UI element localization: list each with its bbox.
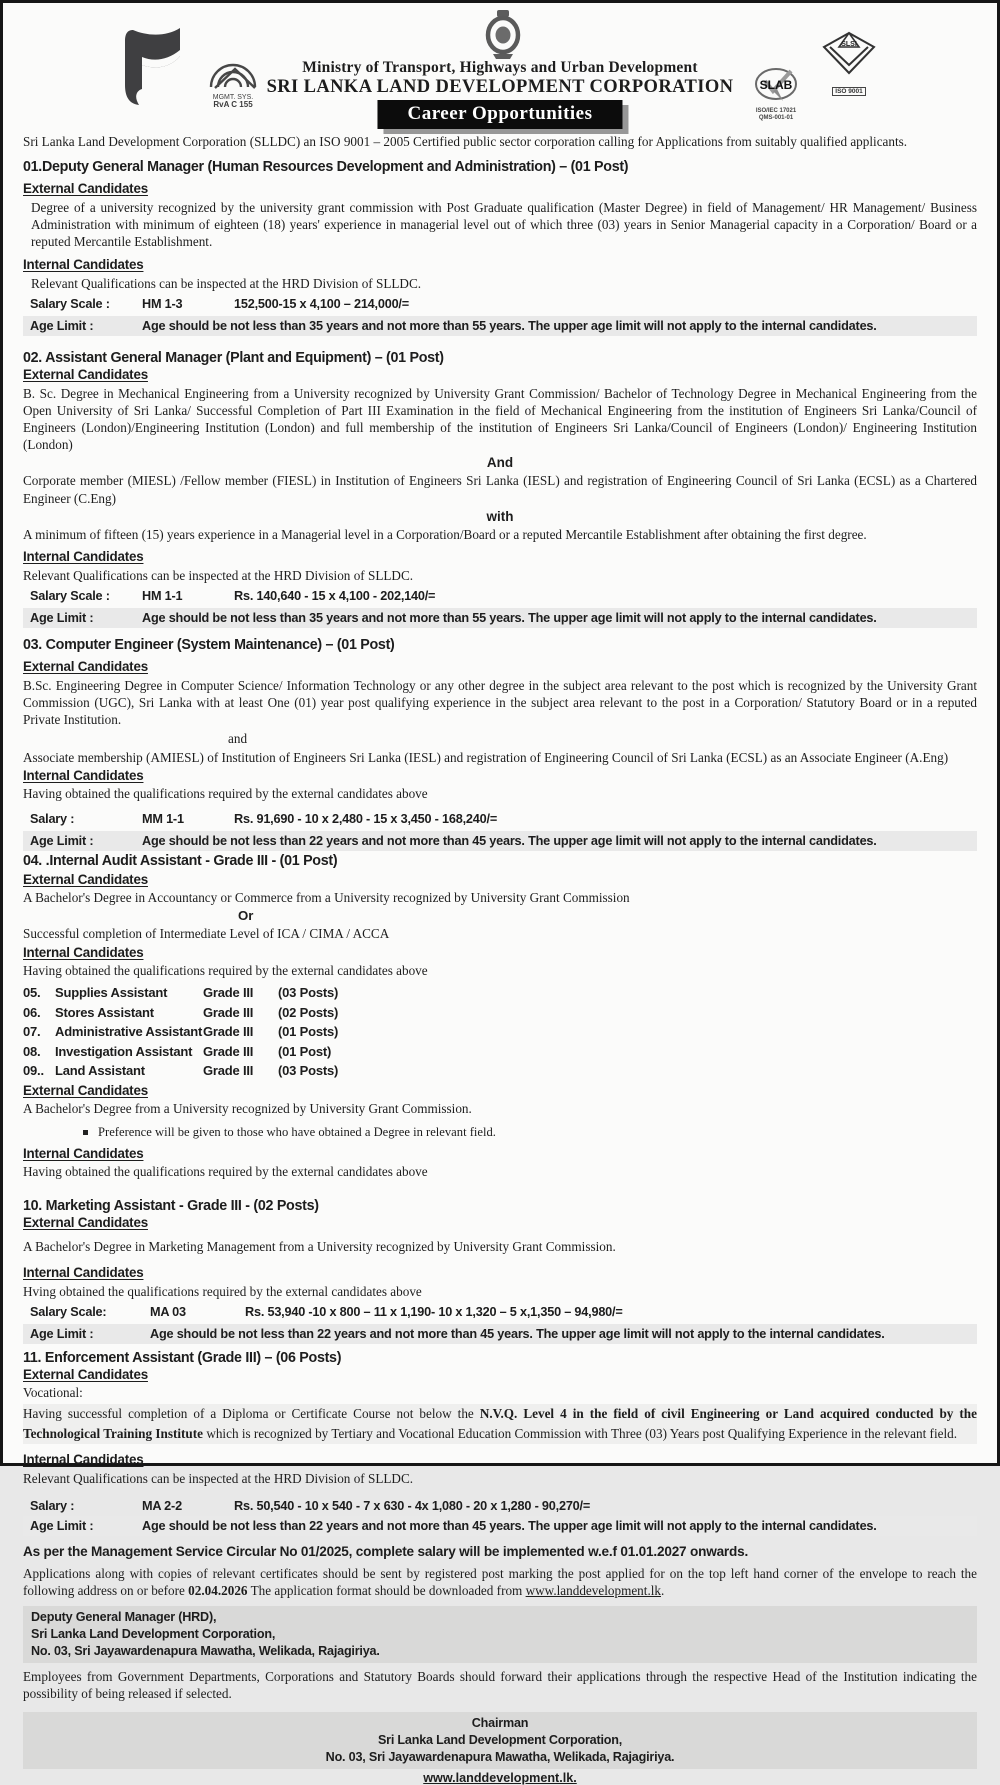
post-grade: Grade III — [203, 1024, 254, 1040]
post-count: (03 Posts) — [278, 1063, 339, 1079]
intro-paragraph: Sri Lanka Land Development Corporation (SLLDC) an ISO 9001 – 2005 Certified public sector corporation calling for Applications from suitably qualified applicants. — [23, 134, 908, 149]
post-03-age-limit-row — [23, 831, 977, 851]
internal-candidates-heading: Internal Candidates — [23, 767, 144, 783]
posts-05-09-internal-qualifications: Having obtained the qualifications required by the external candidates above — [23, 1163, 428, 1179]
table-row — [23, 1042, 977, 1062]
preference-note — [83, 1125, 977, 1140]
salary-code: MA 2-2 — [142, 1498, 182, 1513]
ministry-title: Ministry of Transport, Highways and Urban Development — [302, 59, 698, 76]
with-connector: with — [486, 508, 514, 524]
square-bullet-icon — [83, 1130, 88, 1135]
salary-label: Salary : — [30, 811, 75, 826]
external-candidates-heading: External Candidates — [23, 1215, 148, 1231]
chairman-title: Chairman — [471, 1716, 529, 1731]
slsi-iso-icon — [821, 31, 877, 98]
post-title: Supplies Assistant — [55, 985, 168, 1001]
post-02-heading: 02. Assistant General Manager (Plant and Equipment) – (01 Post) — [23, 349, 444, 366]
or-connector: Or — [238, 907, 254, 923]
internal-candidates-heading: Internal Candidates — [23, 1265, 144, 1281]
salary-value: Rs. 50,540 - 10 x 540 - 7 x 630 - 4x 1,080 - 20 x 1,280 - 90,270/= — [234, 1498, 591, 1513]
postal-address-block — [23, 1606, 977, 1663]
salary-scale-label: Salary Scale : — [30, 296, 110, 311]
salary-label: Salary : — [30, 1498, 75, 1513]
website-link[interactable]: www.landdevelopment.lk. — [423, 1771, 577, 1785]
closing-date: 02.04.2026 — [188, 1582, 248, 1598]
salary-circular-note: As per the Management Service Circular No 01/2025, complete salary will be implemented w.e.f 01.01.2027 onwards. — [23, 1543, 749, 1559]
internal-candidates-heading: Internal Candidates — [23, 1145, 144, 1161]
post-11-internal-qualifications: Relevant Qualifications can be inspected at the HRD Division of SLLDC. — [23, 1471, 414, 1487]
age-limit-label: Age Limit : — [30, 318, 94, 333]
post-11-heading: 11. Enforcement Assistant (Grade III) – (06 Posts) — [23, 1350, 342, 1367]
rva-caption-line1: MGMT. SYS. — [212, 94, 254, 101]
salary-scale-label: Salary Scale: — [30, 1305, 107, 1320]
posts-05-09-external-qualifications: A Bachelor's Degree from a University recognized by University Grant Commission. — [23, 1100, 472, 1116]
chairman-address-block — [23, 1712, 977, 1769]
government-employees-note: Employees from Government Departments, Corporations and Statutory Boards should forward their applications through the respective Head of the Institution indicating the possibility of being released if selected. — [23, 1668, 977, 1702]
salary-scale-code: HM 1-1 — [142, 589, 183, 604]
career-opportunities-banner: Career Opportunities — [377, 100, 622, 129]
salary-scale-value: Rs. 53,940 -10 x 800 – 11 x 1,190- 10 x 1,320 – 5 x,1,350 – 94,980/= — [245, 1305, 623, 1320]
external-candidates-heading: External Candidates — [23, 366, 148, 382]
post-02-external-qualifications-2: Corporate member (MIESL) /Fellow member (FIESL) in Institution of Engineers Sri Lanka (IESL) and registration of Engineering Council of Sri Lanka (ECSL) as a Chartered Engineer (C.Eng) — [23, 473, 977, 506]
address-line: Deputy General Manager (HRD), — [31, 1609, 217, 1624]
address-line: No. 03, Sri Jayawardenapura Mawatha, Welikada, Rajagiriya. — [325, 1750, 675, 1765]
qualification-text: Having successful completion of a Diploma or Certificate Course not below the — [23, 1405, 480, 1421]
table-row — [23, 1022, 977, 1042]
post-grade: Grade III — [203, 1043, 254, 1059]
post-01-internal-qualifications: Relevant Qualifications can be inspected at the HRD Division of SLLDC. — [31, 275, 422, 291]
post-03-heading: 03. Computer Engineer (System Maintenance) – (01 Post) — [23, 637, 395, 654]
post-10-external-qualifications: A Bachelor's Degree in Marketing Management from a University recognized by University Grant Commission. — [23, 1239, 616, 1255]
slab-accreditation-icon — [749, 67, 803, 122]
post-count: (02 Posts) — [278, 1004, 339, 1020]
post-01-external-qualifications: Degree of a university recognized by the university grant commission with Post Graduate qualification (Master Degree) in field of Management/ HR Management/ Business Administration with minimum of eighteen (18) years' experience in managerial level out of which three (03) years in Senior Managerial capacity in a Corporation/ Board or a reputed Mercantile Establishment. — [31, 200, 977, 250]
age-limit-label: Age Limit : — [30, 1327, 94, 1342]
external-candidates-heading: External Candidates — [23, 871, 148, 887]
table-row — [23, 983, 977, 1003]
and-connector: And — [486, 455, 514, 471]
post-count: (01 Post) — [278, 1043, 332, 1059]
slab-caption-line2: QMS-001-01 — [758, 115, 794, 122]
post-count: (03 Posts) — [278, 985, 339, 1001]
salary-scale-value: 152,500-15 x 4,100 – 214,000/= — [234, 296, 409, 311]
external-candidates-heading: External Candidates — [23, 181, 148, 197]
website-link[interactable]: www.landdevelopment.lk — [525, 1582, 661, 1598]
post-10-internal-qualifications: Hving obtained the qualifications required by the external candidates above — [23, 1284, 422, 1300]
and-connector: and — [228, 730, 248, 746]
salary-scale-label: Salary Scale : — [30, 589, 110, 604]
salary-scale-value: Rs. 140,640 - 15 x 4,100 - 202,140/= — [234, 589, 436, 604]
post-number: 05. — [23, 985, 41, 1001]
post-number: 08. — [23, 1043, 41, 1059]
sri-lanka-emblem-icon — [480, 9, 526, 64]
post-number: 06. — [23, 1004, 41, 1020]
application-instructions — [23, 1565, 977, 1599]
post-02-age-limit-row — [23, 608, 977, 628]
post-03-internal-qualifications: Having obtained the qualifications required by the external candidates above — [23, 785, 428, 801]
salary-code: MM 1-1 — [142, 811, 184, 826]
post-04-heading: 04. .Internal Audit Assistant - Grade III - (01 Post) — [23, 852, 338, 869]
corporation-title: SRI LANKA LAND DEVELOPMENT CORPORATION — [266, 77, 734, 97]
rva-caption-line2: RvA C 155 — [213, 100, 253, 109]
age-limit-label: Age Limit : — [30, 1518, 94, 1533]
post-title: Administrative Assistant — [55, 1024, 203, 1040]
post-count: (01 Posts) — [278, 1024, 339, 1040]
internal-candidates-heading: Internal Candidates — [23, 548, 144, 564]
external-candidates-heading: External Candidates — [23, 1082, 148, 1098]
salary-scale-code: HM 1-3 — [142, 296, 183, 311]
post-title: Investigation Assistant — [55, 1043, 193, 1059]
instruction-text: . — [661, 1582, 665, 1598]
post-01-age-limit-row — [23, 316, 977, 336]
svg-text:SLSI: SLSI — [841, 41, 857, 48]
age-limit-label: Age Limit : — [30, 611, 94, 626]
table-row — [23, 1003, 977, 1023]
posts-05-09-table — [23, 983, 977, 1081]
post-11-salary-row — [23, 1496, 977, 1516]
slab-caption-line1: ISO/IEC 17021 — [755, 108, 797, 114]
internal-candidates-heading: Internal Candidates — [23, 1452, 144, 1468]
post-04-internal-qualifications: Having obtained the qualifications required by the external candidates above — [23, 963, 428, 979]
age-limit-label: Age Limit : — [30, 833, 94, 848]
post-02-external-qualifications-1: B. Sc. Degree in Mechanical Engineering from a University recognized by University Grant Commission/ Bachelor of Technology Degree in Mechanical Engineering from the Open University of Sri Lanka/ Successful Completion of Part III Examination in the field of Mechanical Engineering from the institution of Engineers Sri Lanka/Council of Engineers (London)/Engineering Institution (London) and full membership of the institution of Engineers Sri Lanka/Council of Engineers (London)/ Engineering Institution (London) — [23, 385, 977, 453]
post-grade: Grade III — [203, 1004, 254, 1020]
post-03-external-qualifications-1: B.Sc. Engineering Degree in Computer Science/ Information Technology or any other degree in the subject area relevant to the post which is recognized by the University Grant Commission (UGC), Sri Lanka with at least One (01) year post qualifying experience in the subject area relevant to the post in a Corporation/ Statutory Board or in a reputed Private Institution. — [23, 678, 977, 728]
nvq-requirement-bold: N.V.Q. Level 4 in the field of civil Engineering or Land acquired conducted by the Technological Training Institute — [23, 1405, 977, 1442]
instruction-text: The application format should be downloaded from — [247, 1582, 526, 1598]
post-10-age-limit-row — [23, 1324, 977, 1344]
address-line: Sri Lanka Land Development Corporation, — [377, 1733, 623, 1748]
table-row — [23, 1061, 977, 1081]
internal-candidates-heading: Internal Candidates — [23, 256, 144, 272]
post-01-heading: 01.Deputy General Manager (Human Resources Development and Administration) – (01 Post) — [23, 159, 629, 176]
qualification-text: which is recognized by Tertiary and Vocational Education Commission with Three (03) Years post Qualifying Experience in the relevant field. — [203, 1426, 958, 1442]
post-10-salary-row — [23, 1302, 977, 1322]
post-number: 09.. — [23, 1063, 44, 1079]
post-04-external-qualifications-1: A Bachelor's Degree in Accountancy or Commerce from a University recognized by University Grant Commission — [23, 889, 630, 905]
age-limit-value: Age should be not less than 22 years and not more than 45 years. The upper age limit will not apply to the internal candidates. — [150, 1327, 885, 1342]
document-body — [3, 129, 997, 1785]
external-candidates-heading: External Candidates — [23, 1367, 148, 1383]
post-11-age-limit-row — [23, 1516, 977, 1536]
footer-website-line — [23, 1771, 977, 1785]
post-grade: Grade III — [203, 985, 254, 1001]
post-01-salary-row — [23, 294, 977, 314]
salary-value: Rs. 91,690 - 10 x 2,480 - 15 x 3,450 - 168,240/= — [234, 811, 498, 826]
age-limit-value: Age should be not less than 22 years and not more than 45 years. The upper age limit will not apply to the internal candidates. — [142, 1518, 877, 1533]
post-04-external-qualifications-2: Successful completion of Intermediate Level of ICA / CIMA / ACCA — [23, 925, 390, 941]
post-10-heading: 10. Marketing Assistant - Grade III - (02 Posts) — [23, 1198, 319, 1215]
svg-text:SLAB: SLAB — [759, 78, 793, 92]
vocational-label: Vocational: — [23, 1385, 83, 1401]
internal-candidates-heading: Internal Candidates — [23, 945, 144, 961]
instruction-text: Applications along with copies of relevant certificates should be sent by registered post marking the post applied for on the top left hand corner of the envelope to reach the following address on or before — [23, 1565, 977, 1598]
address-line: No. 03, Sri Jayawardenapura Mawatha, Welikada, Rajagiriya. — [31, 1643, 380, 1658]
post-02-internal-qualifications: Relevant Qualifications can be inspected at the HRD Division of SLLDC. — [23, 567, 414, 583]
post-03-external-qualifications-2: Associate membership (AMIESL) of Institution of Engineers Sri Lanka (IESL) and registration of Engineering Council of Sri Lanka (ECSL) as an Associate Engineer (A.Eng) — [23, 749, 949, 765]
post-02-salary-row — [23, 586, 977, 606]
external-candidates-heading: External Candidates — [23, 659, 148, 675]
preference-note-text: Preference will be given to those who have obtained a Degree in relevant field. — [98, 1124, 496, 1139]
post-title: Land Assistant — [55, 1063, 145, 1079]
address-line: Sri Lanka Land Development Corporation, — [31, 1626, 276, 1641]
post-title: Stores Assistant — [55, 1004, 154, 1020]
post-number: 07. — [23, 1024, 41, 1040]
salary-scale-code: MA 03 — [150, 1305, 186, 1320]
post-grade: Grade III — [203, 1063, 254, 1079]
post-03-salary-row — [23, 809, 977, 829]
post-11-external-qualifications — [23, 1404, 977, 1445]
age-limit-value: Age should be not less than 35 years and not more than 55 years. The upper age limit will not apply to the internal candidates. — [142, 611, 877, 626]
age-limit-value: Age should be not less than 35 years and not more than 55 years. The upper age limit will not apply to the internal candidates. — [142, 318, 877, 333]
age-limit-value: Age should be not less than 22 years and not more than 45 years. The upper age limit will not apply to the internal candidates. — [142, 833, 877, 848]
post-02-external-qualifications-3: A minimum of fifteen (15) years experience in a Managerial level in a Corporation/Board or a reputed Mercantile Establishment after obtaining the first degree. — [23, 526, 867, 542]
slsi-caption: ISO 9001 — [832, 87, 865, 96]
header — [3, 3, 997, 129]
